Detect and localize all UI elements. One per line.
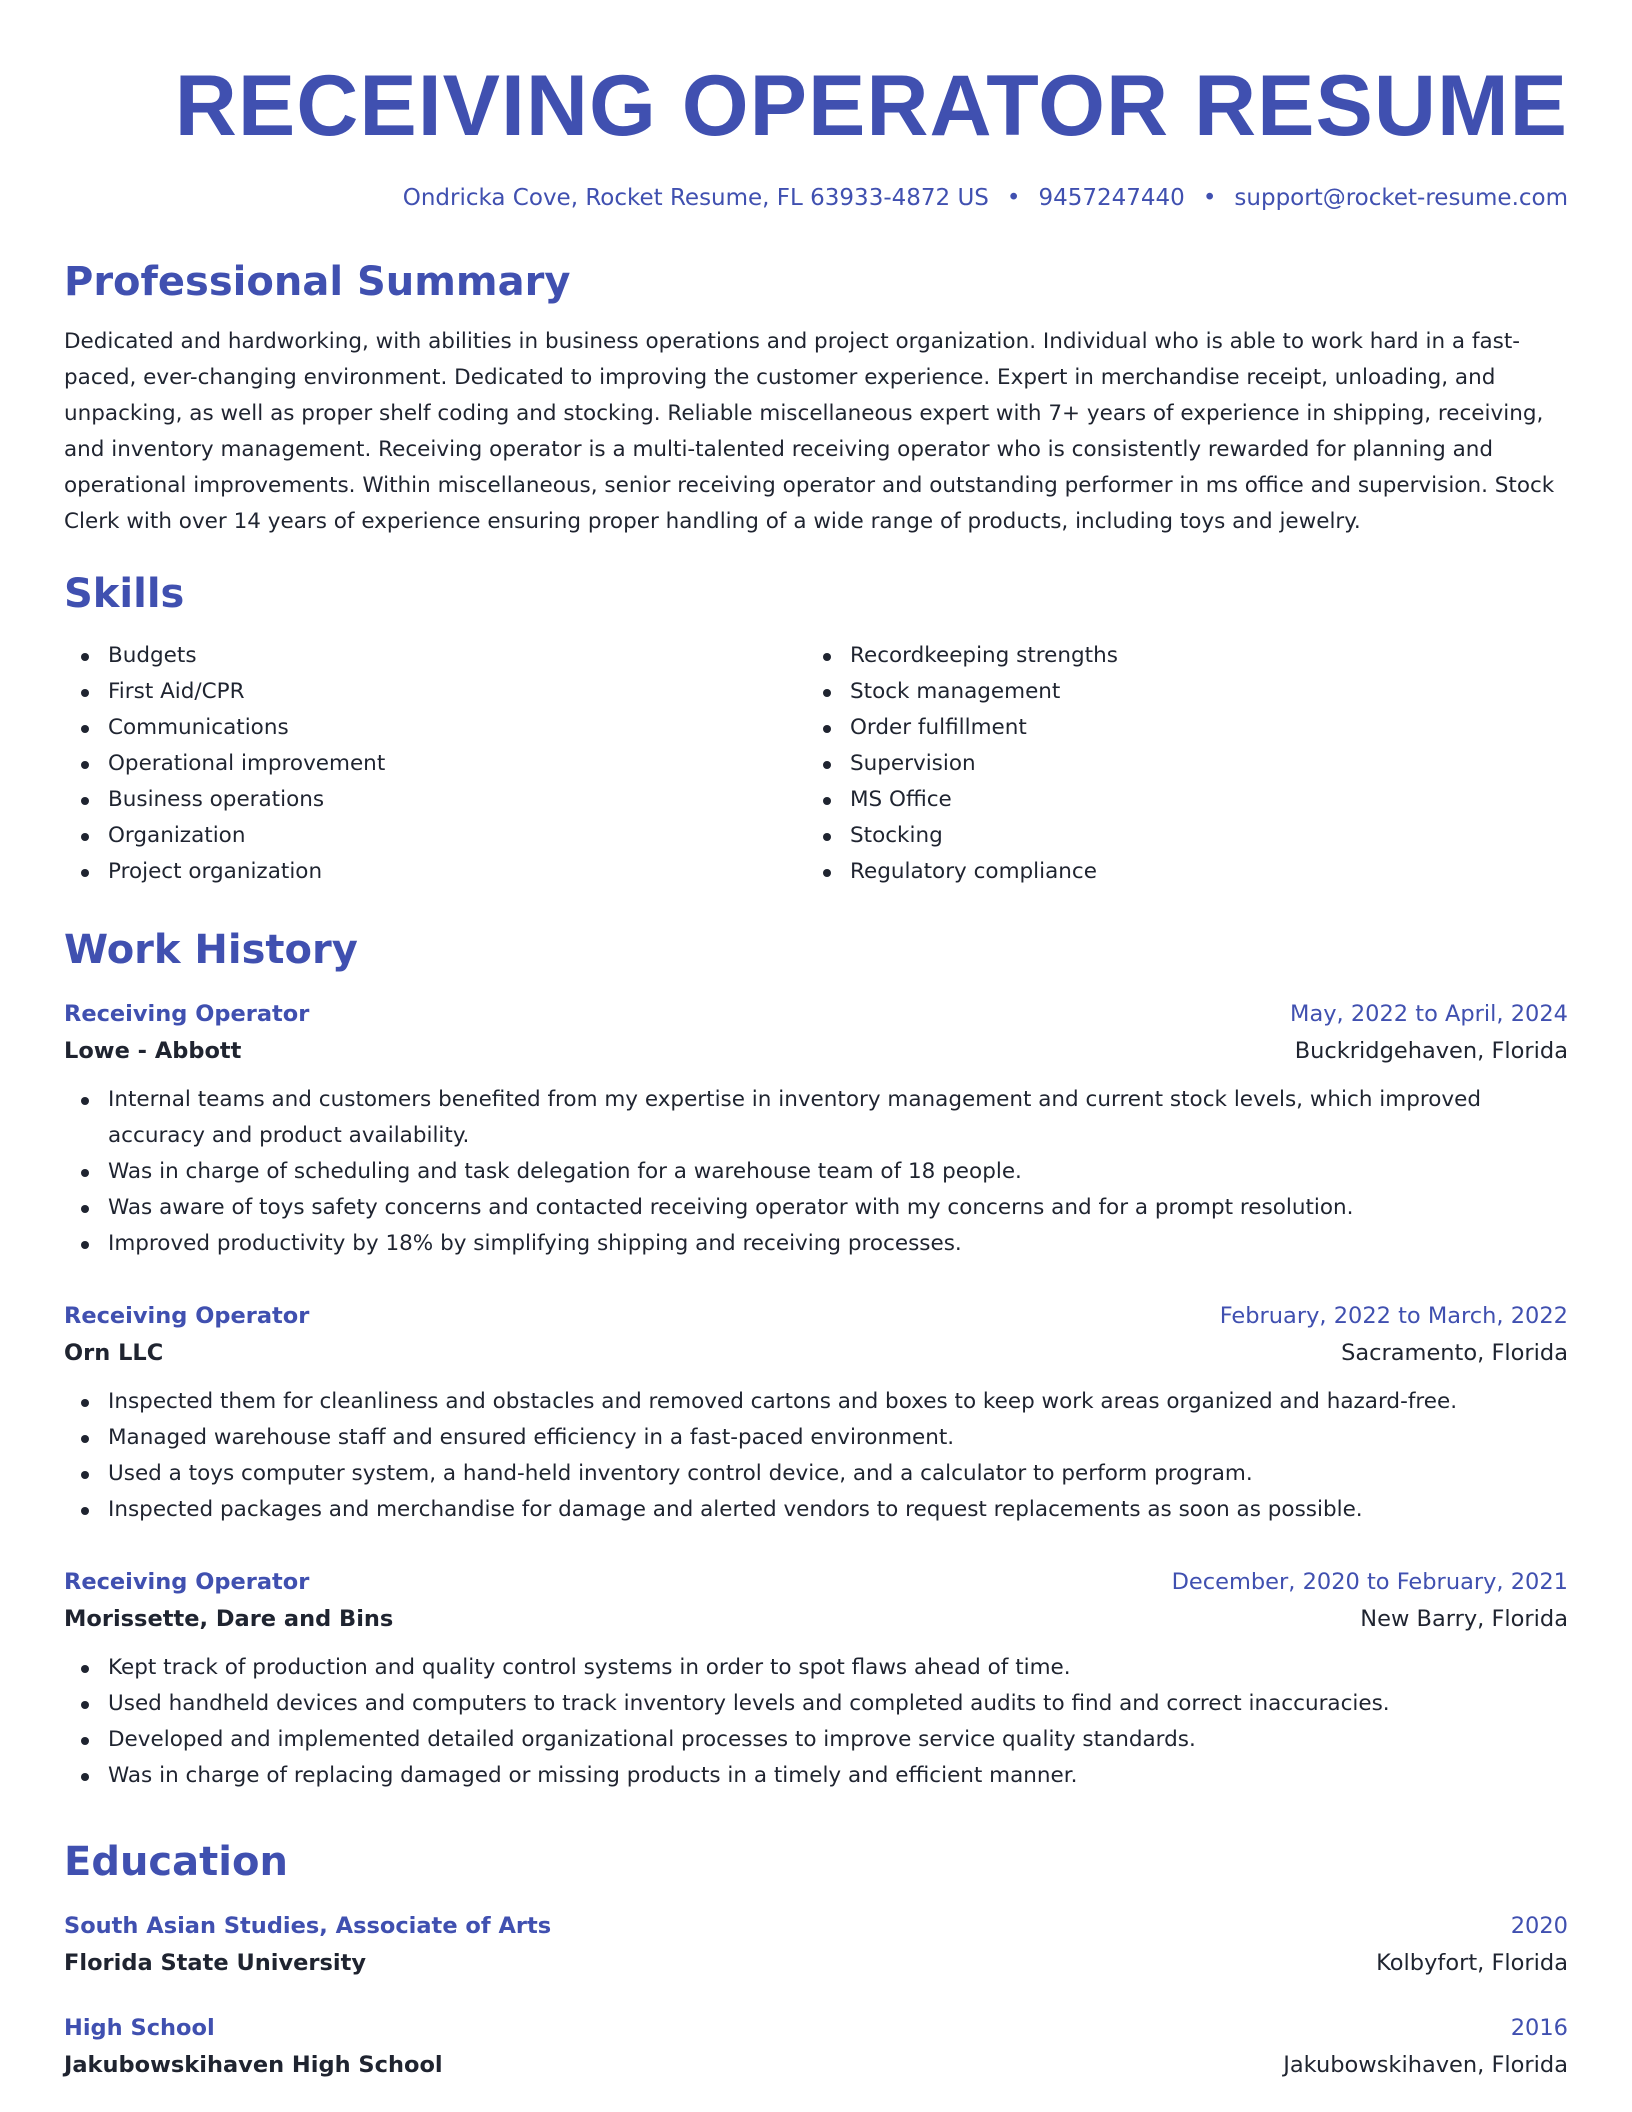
education-school: Jakubowskihaven High School	[64, 2052, 443, 2078]
duty-item: Developed and implemented detailed organizational processes to improve service quality standards.	[108, 1722, 1568, 1758]
skill-item: Project organization	[108, 854, 806, 890]
summary-text: Dedicated and hardworking, with abilities in business operations and project organization. Individual who is able to work hard in a fast-paced, ever-changing environment. Dedicated to improving the customer experience. Expert in merchandise receipt, unloading, and unpacking, as well as proper shelf coding and stocking. Reliable miscellaneous expert with 7+ years of experience in shipping, receiving, and inventory management. Receiving operator is a multi-talented receiving operator who is consistently rewarded for planning and operational improvements. Within miscellaneous, senior receiving operator and outstanding performer in ms office and supervision. Stock Clerk with over 14 years of experience ensuring proper handling of a wide range of products, including toys and jewelry.	[64, 329, 1555, 534]
job-duties	[64, 1384, 1568, 1528]
job-location: Buckridgehaven, Florida	[1294, 1038, 1568, 1064]
job-location: Sacramento, Florida	[1341, 1340, 1568, 1366]
skill-item: Budgets	[108, 638, 806, 674]
skill-item: Regulatory compliance	[850, 854, 1548, 890]
skills-column-left	[64, 638, 806, 890]
skill-item: Order fulfillment	[850, 710, 1548, 746]
skill-item: MS Office	[850, 782, 1548, 818]
skill-item: Business operations	[108, 782, 806, 818]
separator-dot: •	[1202, 185, 1217, 211]
contact-phone: 9457247440	[1038, 185, 1185, 211]
duty-item: Used a toys computer system, a hand-held inventory control device, and a calculator to perform program.	[108, 1456, 1568, 1492]
summary-heading: Professional Summary	[64, 259, 571, 305]
skill-item: Recordkeeping strengths	[850, 638, 1548, 674]
job-dates: December, 2020 to February, 2021	[1171, 1569, 1568, 1595]
education-location: Jakubowskihaven, Florida	[1283, 2052, 1568, 2078]
education-heading: Education	[64, 1839, 288, 1885]
separator-dot: •	[1006, 185, 1021, 211]
skill-item: Communications	[108, 710, 806, 746]
duty-item: Was aware of toys safety concerns and contacted receiving operator with my concerns and for a prompt resolution.	[108, 1190, 1568, 1226]
job-dates: May, 2022 to April, 2024	[1290, 1001, 1568, 1027]
job-location: New Barry, Florida	[1360, 1606, 1568, 1632]
job-duties	[64, 1082, 1568, 1262]
work-history-heading: Work History	[64, 927, 358, 973]
job-role: Receiving Operator	[64, 1303, 310, 1329]
skills-column-right	[806, 638, 1548, 890]
duty-item: Inspected packages and merchandise for damage and alerted vendors to request replacements as soon as possible.	[108, 1492, 1568, 1528]
education-year: 2020	[1510, 1913, 1568, 1939]
job-role: Receiving Operator	[64, 1001, 310, 1027]
skill-item: Operational improvement	[108, 746, 806, 782]
contact-line	[64, 182, 1568, 214]
contact-address: Ondricka Cove, Rocket Resume, FL 63933-4872 US	[402, 185, 989, 211]
job-duties	[64, 1650, 1568, 1794]
duty-item: Used handheld devices and computers to track inventory levels and completed audits to find and correct inaccuracies.	[108, 1686, 1568, 1722]
duty-item: Was in charge of scheduling and task delegation for a warehouse team of 18 people.	[108, 1154, 1568, 1190]
contact-email: support@rocket-resume.com	[1234, 185, 1568, 211]
job-entry	[64, 1564, 1568, 1794]
education-year: 2016	[1510, 2015, 1568, 2041]
skill-item: Supervision	[850, 746, 1548, 782]
education-degree: South Asian Studies, Associate of Arts	[64, 1913, 552, 1939]
resume-name: RECEIVING OPERATOR RESUME	[174, 58, 1568, 154]
duty-item: Kept track of production and quality control systems in order to spot flaws ahead of time.	[108, 1650, 1568, 1686]
job-company: Lowe - Abbott	[64, 1038, 242, 1064]
education-location: Kolbyfort, Florida	[1376, 1950, 1568, 1976]
job-role: Receiving Operator	[64, 1569, 310, 1595]
duty-item: Improved productivity by 18% by simplifying shipping and receiving processes.	[108, 1226, 1568, 1262]
education-entry	[64, 1908, 1568, 1982]
job-entry	[64, 1298, 1568, 1528]
job-company: Morissette, Dare and Bins	[64, 1606, 394, 1632]
skills-heading: Skills	[64, 571, 185, 617]
duty-item: Internal teams and customers benefited from my expertise in inventory management and current stock levels, which improved accuracy and product availability.	[108, 1082, 1568, 1154]
education-school: Florida State University	[64, 1950, 367, 1976]
skills-list	[64, 638, 1568, 890]
education-entry	[64, 2010, 1568, 2084]
duty-item: Was in charge of replacing damaged or missing products in a timely and efficient manner.	[108, 1758, 1568, 1794]
education-degree: High School	[64, 2015, 215, 2041]
duty-item: Managed warehouse staff and ensured efficiency in a fast-paced environment.	[108, 1420, 1568, 1456]
skill-item: Stock management	[850, 674, 1548, 710]
resume-page	[64, 0, 1568, 2084]
skill-item: First Aid/CPR	[108, 674, 806, 710]
job-entry	[64, 996, 1568, 1262]
skill-item: Stocking	[850, 818, 1548, 854]
duty-item: Inspected them for cleanliness and obstacles and removed cartons and boxes to keep work areas organized and hazard-free.	[108, 1384, 1568, 1420]
skill-item: Organization	[108, 818, 806, 854]
job-dates: February, 2022 to March, 2022	[1219, 1303, 1568, 1329]
job-company: Orn LLC	[64, 1340, 164, 1366]
